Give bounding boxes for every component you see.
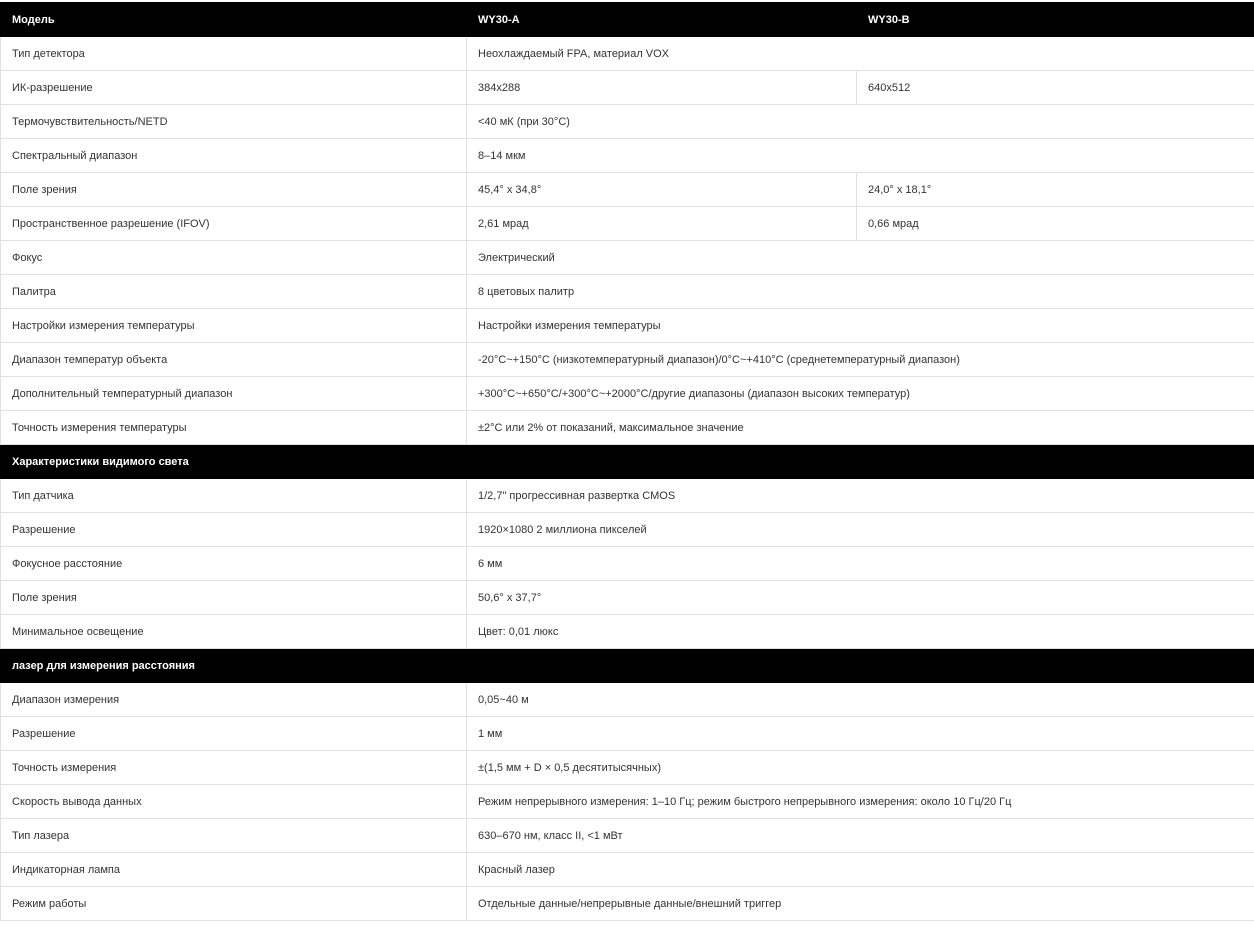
- table-row: [1, 853, 1254, 887]
- table-row: [1, 207, 1254, 241]
- spec-value: Электрический: [467, 241, 1254, 275]
- spec-value: Цвет: 0,01 люкс: [467, 615, 1254, 649]
- spec-label: Разрешение: [1, 513, 467, 547]
- table-row: [1, 275, 1254, 309]
- spec-label: Палитра: [1, 275, 467, 309]
- spec-value: 50,6° x 37,7°: [467, 581, 1254, 615]
- section-title: Характеристики видимого света: [1, 445, 1254, 479]
- spec-label: Дополнительный температурный диапазон: [1, 377, 467, 411]
- spec-label: Настройки измерения температуры: [1, 309, 467, 343]
- table-header-row: [1, 3, 1254, 37]
- table-row: [1, 785, 1254, 819]
- header-wy30-b: WY30-B: [857, 3, 1254, 37]
- spec-value: -20°C~+150°C (низкотемпературный диапазон)/0°C~+410°C (среднетемпературный диапазон): [467, 343, 1254, 377]
- spec-value: 1 мм: [467, 717, 1254, 751]
- spec-label: Диапазон измерения: [1, 683, 467, 717]
- section-title: лазер для измерения расстояния: [1, 649, 1254, 683]
- header-wy30-a: WY30-A: [467, 3, 857, 37]
- spec-label: Скорость вывода данных: [1, 785, 467, 819]
- spec-label: Фокусное расстояние: [1, 547, 467, 581]
- spec-label: Фокус: [1, 241, 467, 275]
- spec-value: +300°C~+650°C/+300°C~+2000°C/другие диапазоны (диапазон высоких температур): [467, 377, 1254, 411]
- table-row: [1, 479, 1254, 513]
- table-row: [1, 411, 1254, 445]
- table-row: [1, 139, 1254, 173]
- spec-label: Поле зрения: [1, 581, 467, 615]
- header-model: Модель: [1, 3, 467, 37]
- spec-label: Термочувствительность/NETD: [1, 105, 467, 139]
- table-row: [1, 513, 1254, 547]
- spec-value: Отдельные данные/непрерывные данные/внешний триггер: [467, 887, 1254, 921]
- table-row: [1, 683, 1254, 717]
- table-row: [1, 343, 1254, 377]
- spec-value: 1/2,7" прогрессивная развертка CMOS: [467, 479, 1254, 513]
- spec-label: ИК-разрешение: [1, 71, 467, 105]
- spec-label: Спектральный диапазон: [1, 139, 467, 173]
- spec-value: Настройки измерения температуры: [467, 309, 1254, 343]
- spec-value: 0,05~40 м: [467, 683, 1254, 717]
- spec-label: Режим работы: [1, 887, 467, 921]
- spec-table: [0, 2, 1254, 921]
- spec-label: Индикаторная лампа: [1, 853, 467, 887]
- table-row: [1, 751, 1254, 785]
- spec-value: 2,61 мрад: [467, 207, 857, 241]
- table-row: [1, 309, 1254, 343]
- section-header-row: [1, 649, 1254, 683]
- spec-value: Красный лазер: [467, 853, 1254, 887]
- spec-value: ±(1,5 мм + D × 0,5 десятитысячных): [467, 751, 1254, 785]
- table-row: [1, 105, 1254, 139]
- spec-label: Тип датчика: [1, 479, 467, 513]
- table-row: [1, 377, 1254, 411]
- spec-label: Тип лазера: [1, 819, 467, 853]
- spec-value: 6 мм: [467, 547, 1254, 581]
- spec-label: Пространственное разрешение (IFOV): [1, 207, 467, 241]
- spec-table-body: [1, 3, 1254, 921]
- spec-label: Диапазон температур объекта: [1, 343, 467, 377]
- table-row: [1, 173, 1254, 207]
- spec-value: 630–670 нм, класс II, <1 мВт: [467, 819, 1254, 853]
- spec-value: ±2°C или 2% от показаний, максимальное значение: [467, 411, 1254, 445]
- spec-label: Точность измерения температуры: [1, 411, 467, 445]
- spec-value: 8 цветовых палитр: [467, 275, 1254, 309]
- spec-value: Режим непрерывного измерения: 1–10 Гц; режим быстрого непрерывного измерения: около 10 Гц/20 Гц: [467, 785, 1254, 819]
- table-row: [1, 71, 1254, 105]
- spec-value-b: 640x512: [857, 71, 1254, 105]
- spec-label: Точность измерения: [1, 751, 467, 785]
- spec-value: <40 мК (при 30°C): [467, 105, 1254, 139]
- spec-value: Неохлаждаемый FPA, материал VOX: [467, 37, 1254, 71]
- spec-label: Поле зрения: [1, 173, 467, 207]
- table-row: [1, 547, 1254, 581]
- spec-label: Минимальное освещение: [1, 615, 467, 649]
- spec-value: 384x288: [467, 71, 857, 105]
- spec-value: 1920×1080 2 миллиона пикселей: [467, 513, 1254, 547]
- table-row: [1, 37, 1254, 71]
- table-row: [1, 819, 1254, 853]
- table-row: [1, 887, 1254, 921]
- spec-value-b: 24,0° x 18,1°: [857, 173, 1254, 207]
- spec-value: 45,4° x 34,8°: [467, 173, 857, 207]
- table-row: [1, 615, 1254, 649]
- spec-label: Тип детектора: [1, 37, 467, 71]
- spec-value: 8–14 мкм: [467, 139, 1254, 173]
- table-row: [1, 581, 1254, 615]
- spec-label: Разрешение: [1, 717, 467, 751]
- table-row: [1, 241, 1254, 275]
- spec-value-b: 0,66 мрад: [857, 207, 1254, 241]
- table-row: [1, 717, 1254, 751]
- section-header-row: [1, 445, 1254, 479]
